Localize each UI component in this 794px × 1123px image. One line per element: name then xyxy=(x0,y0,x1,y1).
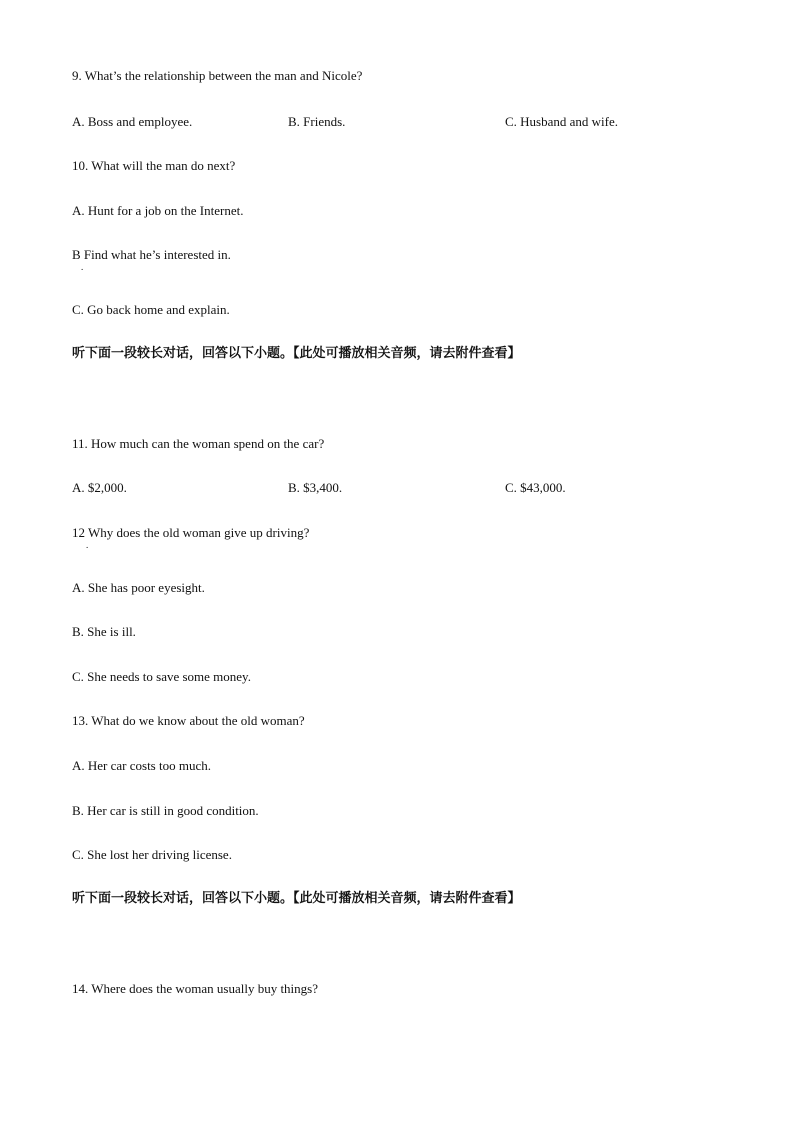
option-13-c: C. She lost her driving license. xyxy=(72,847,232,862)
option-12-b: B. She is ill. xyxy=(72,624,136,639)
listening-instruction-1: 听下面一段较长对话，回答以下小题。【此处可播放相关音频，请去附件查看】 xyxy=(72,346,521,361)
option-13-a: A. Her car costs too much. xyxy=(72,758,211,773)
stray-dot: . xyxy=(81,262,84,272)
listening-instruction-2: 听下面一段较长对话，回答以下小题。【此处可播放相关音频，请去附件查看】 xyxy=(72,891,521,906)
option-12-a: A. She has poor eyesight. xyxy=(72,580,205,595)
option-10-a: A. Hunt for a job on the Internet. xyxy=(72,203,244,218)
option-9-c: C. Husband and wife. xyxy=(505,114,619,129)
option-11-b: B. $3,400. xyxy=(288,480,343,495)
question-13: 13. What do we know about the old woman? xyxy=(72,713,305,728)
option-9-b: B. Friends. xyxy=(288,114,346,129)
option-13-b: B. Her car is still in good condition. xyxy=(72,803,259,818)
question-9: 9. What’s the relationship between the man and Nicole? xyxy=(72,68,363,83)
question-9-options xyxy=(72,114,752,130)
stray-dot: . xyxy=(86,540,89,550)
option-11-a: A. $2,000. xyxy=(72,480,127,495)
question-10: 10. What will the man do next? xyxy=(72,158,236,173)
question-11-options xyxy=(72,480,752,496)
option-10-c: C. Go back home and explain. xyxy=(72,302,230,317)
option-9-a: A. Boss and employee. xyxy=(72,114,193,129)
question-14: 14. Where does the woman usually buy things? xyxy=(72,981,318,996)
option-10-b: B Find what he’s interested in. xyxy=(72,247,231,262)
option-12-c: C. She needs to save some money. xyxy=(72,669,251,684)
question-12: 12 Why does the old woman give up driving? xyxy=(72,525,310,540)
option-11-c: C. $43,000. xyxy=(505,480,566,495)
question-11: 11. How much can the woman spend on the car? xyxy=(72,436,325,451)
